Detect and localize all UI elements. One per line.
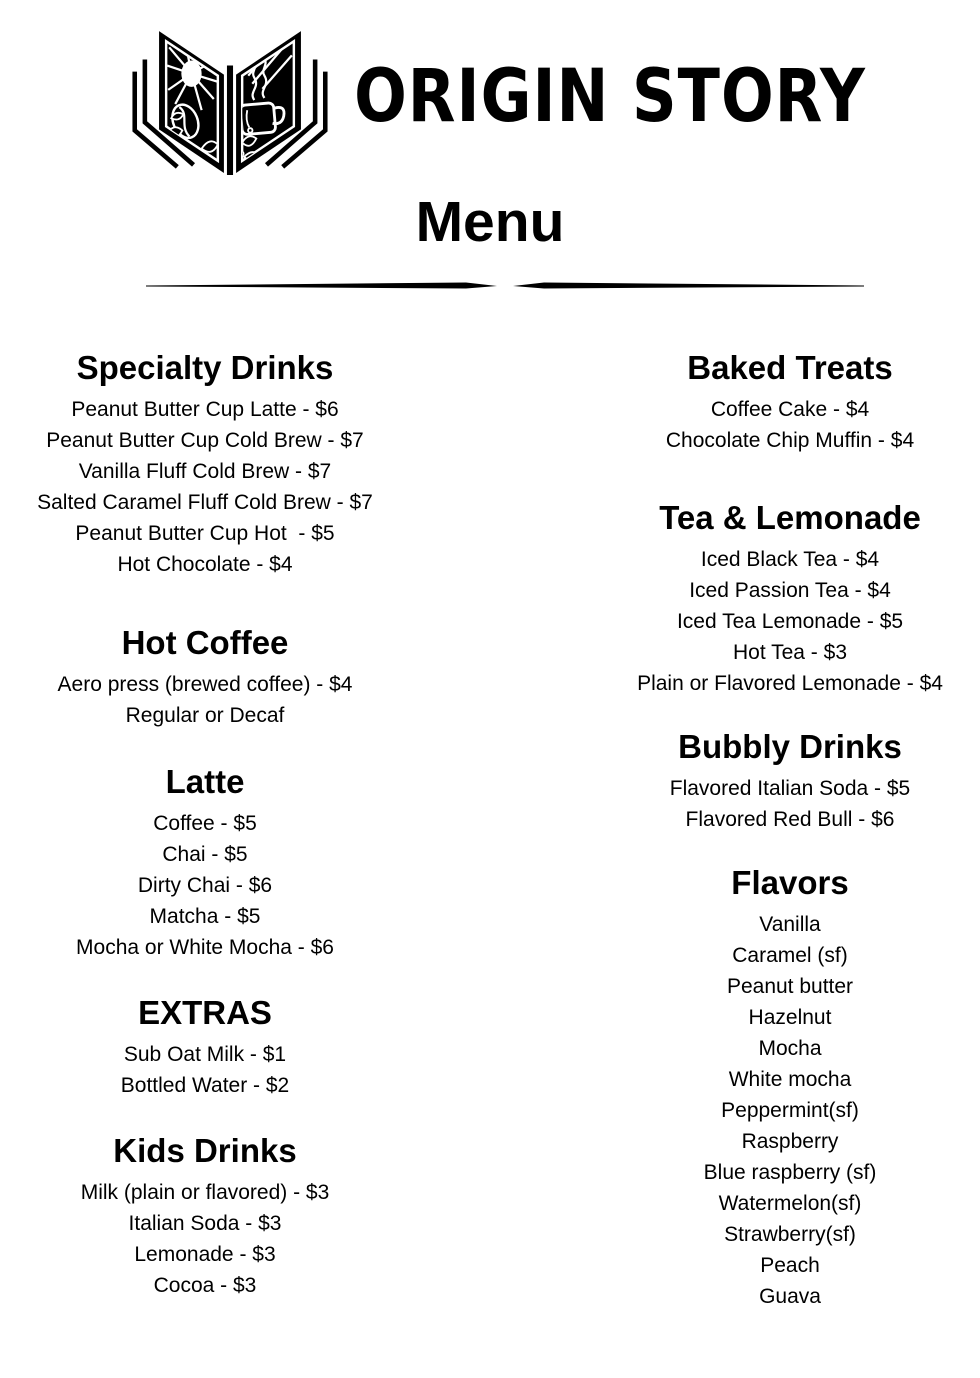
menu-item: Peach	[760, 1254, 820, 1277]
section-heading: Hot Coffee	[121, 624, 289, 661]
section-items	[600, 909, 980, 1312]
menu-item: Strawberry(sf)	[724, 1223, 856, 1246]
menu-item: Mocha	[758, 1037, 822, 1060]
section-items	[600, 544, 980, 699]
menu-item: Blue raspberry (sf)	[703, 1161, 877, 1184]
menu-column-right	[600, 350, 980, 1312]
menu-item: Peanut Butter Cup Latte - $6	[71, 398, 339, 421]
menu-item: Flavored Italian Soda - $5	[669, 777, 911, 800]
section-heading: EXTRAS	[138, 994, 272, 1031]
section-bubbly-drinks	[600, 729, 980, 835]
menu-column-left	[0, 350, 410, 1312]
section-items	[0, 808, 410, 963]
menu-item: Bottled Water - $2	[120, 1074, 290, 1097]
menu-item: Peppermint(sf)	[721, 1099, 859, 1122]
menu-item: Cocoa - $3	[153, 1274, 257, 1297]
brand-title: ORIGIN STORY	[354, 51, 866, 139]
menu-item: Plain or Flavored Lemonade - $4	[637, 672, 943, 695]
section-heading: Baked Treats	[687, 349, 893, 386]
menu-item: Chai - $5	[162, 843, 248, 866]
section-heading: Bubbly Drinks	[678, 728, 902, 765]
menu-item: Lemonade - $3	[134, 1243, 276, 1266]
section-baked-treats	[600, 350, 980, 456]
menu-item: Peanut butter	[726, 975, 854, 998]
origin-story-logo	[128, 25, 332, 175]
menu-item: Salted Caramel Fluff Cold Brew - $7	[37, 491, 373, 514]
menu-item: Flavored Red Bull - $6	[685, 808, 895, 831]
menu-item: Vanilla Fluff Cold Brew - $7	[78, 460, 332, 483]
menu-item: Guava	[759, 1285, 821, 1308]
section-flavors	[600, 865, 980, 1312]
menu-item: Aero press (brewed coffee) - $4	[57, 673, 353, 696]
menu-item: White mocha	[728, 1068, 852, 1091]
divider-flourish-icon	[146, 278, 864, 294]
section-heading: Flavors	[731, 864, 849, 901]
menu-item: Vanilla	[759, 913, 821, 936]
section-latte	[0, 764, 410, 963]
menu-item: Italian Soda - $3	[128, 1212, 282, 1235]
section-extras	[0, 995, 410, 1101]
section-heading: Tea & Lemonade	[659, 499, 921, 536]
section-hot-coffee	[0, 625, 410, 731]
menu-item: Watermelon(sf)	[718, 1192, 862, 1215]
menu-item: Milk (plain or flavored) - $3	[80, 1181, 330, 1204]
menu-item: Iced Passion Tea - $4	[689, 579, 891, 602]
menu-item: Coffee - $5	[153, 812, 257, 835]
menu-item: Caramel (sf)	[732, 944, 848, 967]
section-items	[0, 1177, 410, 1301]
section-items	[0, 394, 410, 580]
menu-item: Sub Oat Milk - $1	[123, 1043, 287, 1066]
menu-item: Dirty Chai - $6	[137, 874, 273, 897]
section-items	[0, 1039, 410, 1101]
sun-icon	[181, 60, 201, 86]
menu-item: Hot Tea - $3	[732, 641, 847, 664]
section-items	[600, 394, 980, 456]
menu-item: Peanut Butter Cup Cold Brew - $7	[46, 429, 364, 452]
section-kids-drinks	[0, 1133, 410, 1301]
section-heading: Specialty Drinks	[76, 349, 334, 386]
menu-item: Raspberry	[741, 1130, 839, 1153]
section-items	[0, 669, 410, 731]
menu-item: Mocha or White Mocha - $6	[76, 936, 334, 959]
menu-item: Iced Tea Lemonade - $5	[676, 610, 904, 633]
section-tea-lemonade	[600, 500, 980, 699]
menu-item: Peanut Butter Cup Hot - $5	[75, 522, 335, 545]
menu-item: Regular or Decaf	[125, 704, 285, 727]
menu-item: Iced Black Tea - $4	[700, 548, 880, 571]
menu-item: Hazelnut	[748, 1006, 832, 1029]
section-items	[600, 773, 980, 835]
menu-item: Coffee Cake - $4	[710, 398, 870, 421]
section-specialty-drinks	[0, 350, 410, 580]
page-title: Menu	[415, 190, 565, 254]
menu-item: Matcha - $5	[149, 905, 261, 928]
menu-item: Hot Chocolate - $4	[117, 553, 293, 576]
menu-columns	[0, 350, 980, 1312]
section-heading: Kids Drinks	[113, 1132, 297, 1169]
section-heading: Latte	[165, 763, 245, 800]
menu-item: Chocolate Chip Muffin - $4	[665, 429, 915, 452]
